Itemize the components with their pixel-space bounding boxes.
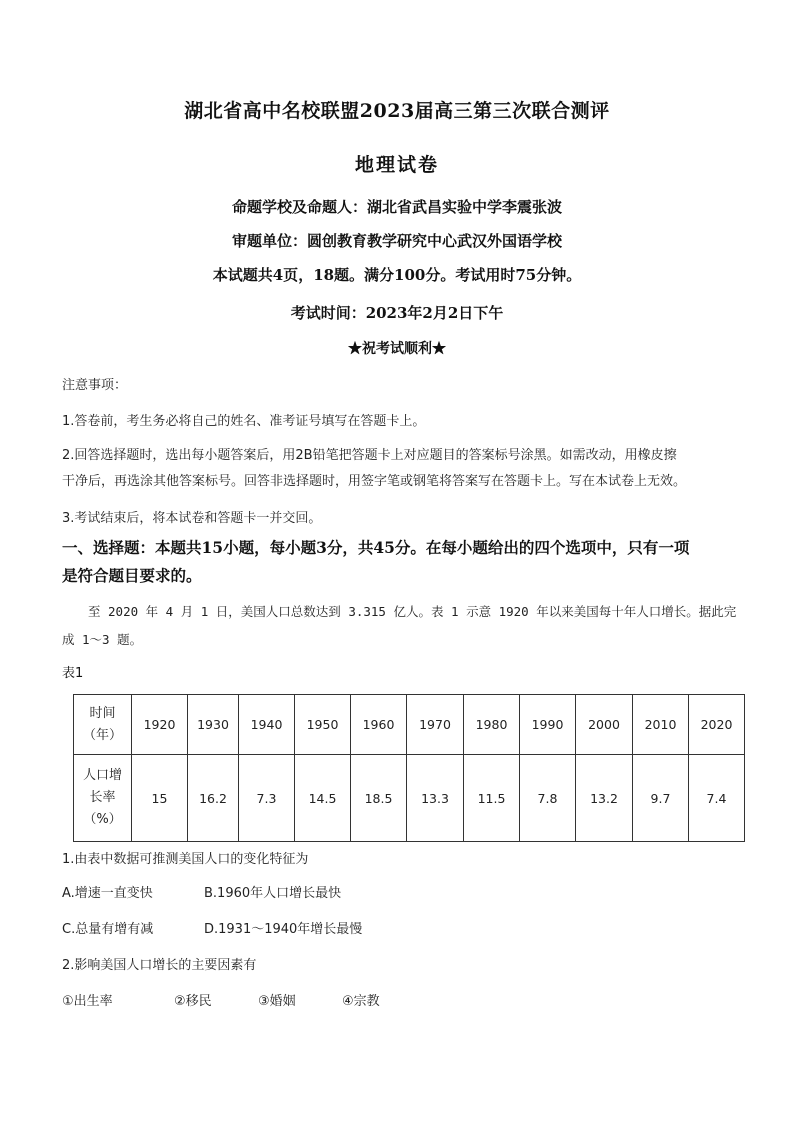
question-passage	[62, 598, 738, 654]
population-growth-table	[73, 694, 745, 842]
row-header-rate-line-3: （%）	[83, 812, 122, 827]
exam-time-line: 考试时间：2023年2月2日下午	[290, 304, 504, 322]
section-heading	[62, 534, 742, 590]
q1-option-a: A.增速一直变快	[62, 886, 153, 901]
author-line: 命题学校及命题人：湖北省武昌实验中学李震张波	[231, 198, 562, 216]
year-cell: 2020	[689, 695, 745, 755]
row-header-rate-line-2: 长率	[89, 790, 116, 805]
rate-cell: 7.4	[689, 755, 745, 842]
rate-cell: 16.2	[188, 755, 239, 842]
year-cell: 1920	[132, 695, 188, 755]
section-heading-line-1: 一、选择题：本题共15小题，每小题3分，共45分。在每小题给出的四个选项中，只有一项	[62, 538, 690, 557]
passage-line-1: 至 2020 年 4 月 1 日，美国人口总数达到 3.315 亿人。表 1 示意 1920 年以来美国每十年人口增长。据此完	[88, 604, 737, 619]
year-cell: 1980	[464, 695, 520, 755]
q1-option-c: C.总量有增有减	[62, 922, 154, 937]
rate-cell: 9.7	[633, 755, 689, 842]
row-header-rate	[74, 755, 132, 842]
rate-cell: 11.5	[464, 755, 520, 842]
rate-cell: 13.2	[576, 755, 633, 842]
notes-heading: 注意事项：	[62, 378, 128, 393]
section-heading-line-2: 是符合题目要求的。	[62, 566, 202, 585]
passage-line-2: 成 1～3 题。	[62, 632, 143, 647]
year-cell: 1960	[351, 695, 407, 755]
rate-cell: 7.8	[520, 755, 576, 842]
q2-option-4: ④宗教	[342, 994, 380, 1009]
exam-title: 湖北省高中名校联盟2023届高三第三次联合测评	[184, 100, 610, 122]
year-cell: 1990	[520, 695, 576, 755]
row-header-year	[74, 695, 132, 755]
table-row-years	[74, 695, 745, 755]
q1-option-d: D.1931～1940年增长最慢	[204, 922, 363, 937]
rate-cell: 14.5	[295, 755, 351, 842]
rate-cell: 15	[132, 755, 188, 842]
rate-cell: 13.3	[407, 755, 464, 842]
exam-subject: 地理试卷	[354, 154, 439, 176]
note-item-2a: 2.回答选择题时，选出每小题答案后，用2B铅笔把答题卡上对应题目的答案标号涂黑。如需改动，用橡皮擦	[62, 448, 677, 463]
q2-option-2: ②移民	[174, 994, 212, 1009]
row-header-year-line-2: （年）	[82, 727, 122, 743]
year-cell: 1950	[295, 695, 351, 755]
q2-option-1: ①出生率	[62, 994, 113, 1009]
q1-option-b: B.1960年人口增长最快	[204, 886, 342, 901]
year-cell: 2000	[576, 695, 633, 755]
reviewer-line: 审题单位：圆创教育教学研究中心武汉外国语学校	[231, 232, 562, 250]
q2-option-3: ③婚姻	[258, 994, 296, 1009]
rate-cell: 7.3	[239, 755, 295, 842]
table-label: 表1	[62, 666, 84, 681]
note-item-1: 1.答卷前，考生务必将自己的姓名、准考证号填写在答题卡上。	[62, 414, 426, 429]
question-1-stem: 1.由表中数据可推测美国人口的变化特征为	[62, 852, 309, 867]
table-row-rates	[74, 755, 745, 842]
row-header-year-line-1: 时间	[89, 705, 116, 721]
year-cell: 2010	[633, 695, 689, 755]
note-item-3: 3.考试结束后，将本试卷和答题卡一并交回。	[62, 511, 322, 526]
year-cell: 1940	[239, 695, 295, 755]
year-cell: 1970	[407, 695, 464, 755]
good-luck-line: ★祝考试顺利★	[348, 341, 446, 357]
note-item-2b: 干净后，再选涂其他答案标号。回答非选择题时，用签字笔或钢笔将答案写在答题卡上。写在本试卷上无效。	[62, 474, 687, 489]
year-cell: 1930	[188, 695, 239, 755]
scope-line: 本试题共4页，18题。满分100分。考试用时75分钟。	[212, 266, 582, 284]
question-2-stem: 2.影响美国人口增长的主要因素有	[62, 958, 257, 973]
row-header-rate-line-1: 人口增	[82, 768, 122, 783]
rate-cell: 18.5	[351, 755, 407, 842]
